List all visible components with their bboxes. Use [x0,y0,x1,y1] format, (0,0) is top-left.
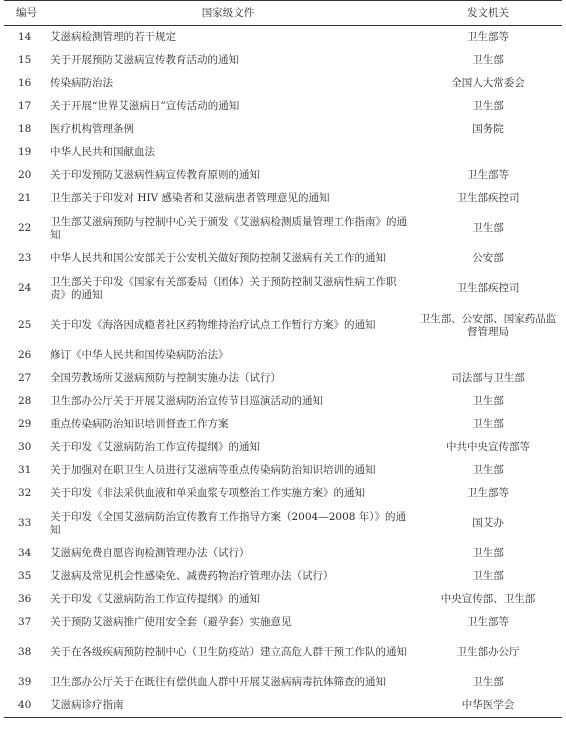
row-issuer: 卫生部 [472,464,504,476]
header-document: 国家级文件 [42,1,414,26]
table-row [4,588,562,611]
row-no: 39 [18,676,32,688]
row-document: 艾滋病检测管理的若干规定 [50,31,176,43]
row-document: 卫生部关于印发对 HIV 感染者和艾滋病患者管理意见的通知 [50,192,330,204]
row-issuer: 卫生部 [472,418,504,430]
row-issuer: 卫生部 [472,395,504,407]
table-row [4,187,562,210]
row-no: 37 [18,616,32,628]
table-row [4,459,562,482]
row-no: 22 [18,222,32,234]
row-document: 艾滋病及常见机会性感染免、减费药物治疗管理办法（试行） [50,570,334,582]
row-no: 16 [18,77,32,89]
table-row [4,49,562,72]
row-no: 18 [18,123,32,135]
row-document: 关于印发《海洛因成瘾者社区药物维持治疗试点工作暂行方案》的通知 [50,319,376,331]
row-no: 25 [18,319,32,331]
row-no: 38 [18,646,32,658]
row-issuer: 中华医学会 [414,694,562,718]
row-issuer: 卫生部等 [467,616,509,628]
row-document: 关于开展预防艾滋病宣传教育活动的通知 [50,54,239,66]
row-no: 40 [4,694,42,718]
row-no: 27 [18,372,32,384]
row-document: 关于在各级疾病预防控制中心（卫生防疫站）建立高危人群干预工作队的通知 [50,646,407,658]
table-row [4,26,562,50]
row-document: 艾滋病免费自愿咨询检测管理办法（试行） [50,547,250,559]
table-body [4,26,562,718]
table-row [4,95,562,118]
table-row [4,436,562,459]
row-issuer: 卫生部等 [467,169,509,181]
row-document: 中华人民共和国公安部关于公安机关做好预防控制艾滋病有关工作的通知 [50,252,386,264]
table-row [4,247,562,270]
row-issuer: 卫生部 [472,222,504,234]
row-document: 修订《中华人民共和国传染病防治法》 [50,349,229,361]
table-row [4,694,562,718]
row-no: 26 [18,349,32,361]
row-document: 卫生部关于印发《国家有关部委局（团体）关于预防控制艾滋病性病工作职责》的通知 [50,275,397,301]
row-issuer: 卫生部疾控司 [456,282,520,294]
row-document: 卫生部办公厅关于开展艾滋病防治宣传节目巡演活动的通知 [50,395,323,407]
row-issuer: 卫生部 [472,547,504,559]
row-no: 34 [18,547,32,559]
row-no: 35 [18,570,32,582]
row-document: 卫生部办公厅关于在既往有偿供血人群中开展艾滋病病毒抗体筛查的通知 [50,676,386,688]
row-document: 关于加强对在职卫生人员进行艾滋病等重点传染病防治知识培训的通知 [50,464,376,476]
row-issuer: 卫生部等 [467,31,509,43]
row-issuer: 全国人大常委会 [451,77,525,89]
row-document: 关于印发《非法采供血液和单采血浆专项整治工作实施方案》的通知 [50,487,365,499]
row-issuer: 卫生部 [472,570,504,582]
row-document: 关于印发《艾滋病防治工作宣传提纲》的通知 [50,441,260,453]
row-no: 31 [18,464,32,476]
row-document: 关于印发《全国艾滋病防治宣传教育工作指导方案（2004—2008 年）》的通知 [50,510,407,536]
row-issuer: 卫生部、公安部、国家药品监督管理局 [419,312,557,338]
row-no: 24 [18,282,32,294]
table-row [4,270,562,307]
table-row [4,390,562,413]
row-document: 传染病防治法 [50,77,113,89]
row-no: 17 [18,100,32,112]
row-issuer: 中共中央宣传部等 [446,441,530,453]
table-row [4,505,562,542]
row-no: 19 [18,146,32,158]
table-row [4,611,562,634]
table-row [4,141,562,164]
row-no: 33 [18,517,32,529]
row-issuer: 卫生部 [472,54,504,66]
row-issuer [414,141,562,164]
national-documents-table [4,0,562,718]
row-no: 21 [18,192,32,204]
row-document: 医疗机构管理条例 [50,123,134,135]
table-row [4,482,562,505]
header-issuer: 发文机关 [414,1,562,26]
table-row [4,344,562,367]
row-issuer: 中央宣传部、卫生部 [440,593,536,605]
row-no: 29 [18,418,32,430]
row-issuer: 卫生部 [472,676,504,688]
header-no: 编号 [4,1,42,26]
table-row [4,413,562,436]
row-document: 艾滋病诊疗指南 [42,694,414,718]
row-issuer: 卫生部等 [467,487,509,499]
row-no: 15 [18,54,32,66]
row-document: 关于印发预防艾滋病性病宣传教育原则的通知 [50,169,260,181]
table-row [4,634,562,671]
row-issuer: 卫生部办公厅 [456,646,520,658]
table-row [4,542,562,565]
row-no: 30 [18,441,32,453]
row-document: 卫生部艾滋病预防与控制中心关于颁发《艾滋病检测质量管理工作指南》的通知 [50,215,407,241]
table-header [4,1,562,26]
row-document: 关于预防艾滋病推广使用安全套（避孕套）实施意见 [50,616,292,628]
row-document: 中华人民共和国献血法 [50,146,155,158]
row-issuer: 国务院 [472,123,504,135]
table-row [4,367,562,390]
table-row [4,671,562,694]
row-issuer: 卫生部 [472,100,504,112]
table-row [4,164,562,187]
row-document: 重点传染病防治知识培训督查工作方案 [50,418,229,430]
row-issuer: 卫生部疾控司 [456,192,520,204]
row-no: 20 [18,169,32,181]
row-issuer [414,344,562,367]
row-document: 全国劳教场所艾滋病预防与控制实施办法（试行） [50,372,281,384]
table-row [4,307,562,344]
row-no: 36 [18,593,32,605]
table-row [4,565,562,588]
row-no: 32 [18,487,32,499]
row-document: 关于印发《艾滋病防治工作宣传提纲》的通知 [50,593,260,605]
row-issuer: 国艾办 [472,517,504,529]
row-no: 23 [18,252,32,264]
row-issuer: 公安部 [472,252,504,264]
table-row [4,72,562,95]
row-document: 关于开展“世界艾滋病日”宣传活动的通知 [50,100,240,112]
row-issuer: 司法部与卫生部 [451,372,525,384]
table-row [4,118,562,141]
row-no: 14 [18,31,32,43]
table-row [4,210,562,247]
row-no: 28 [18,395,32,407]
